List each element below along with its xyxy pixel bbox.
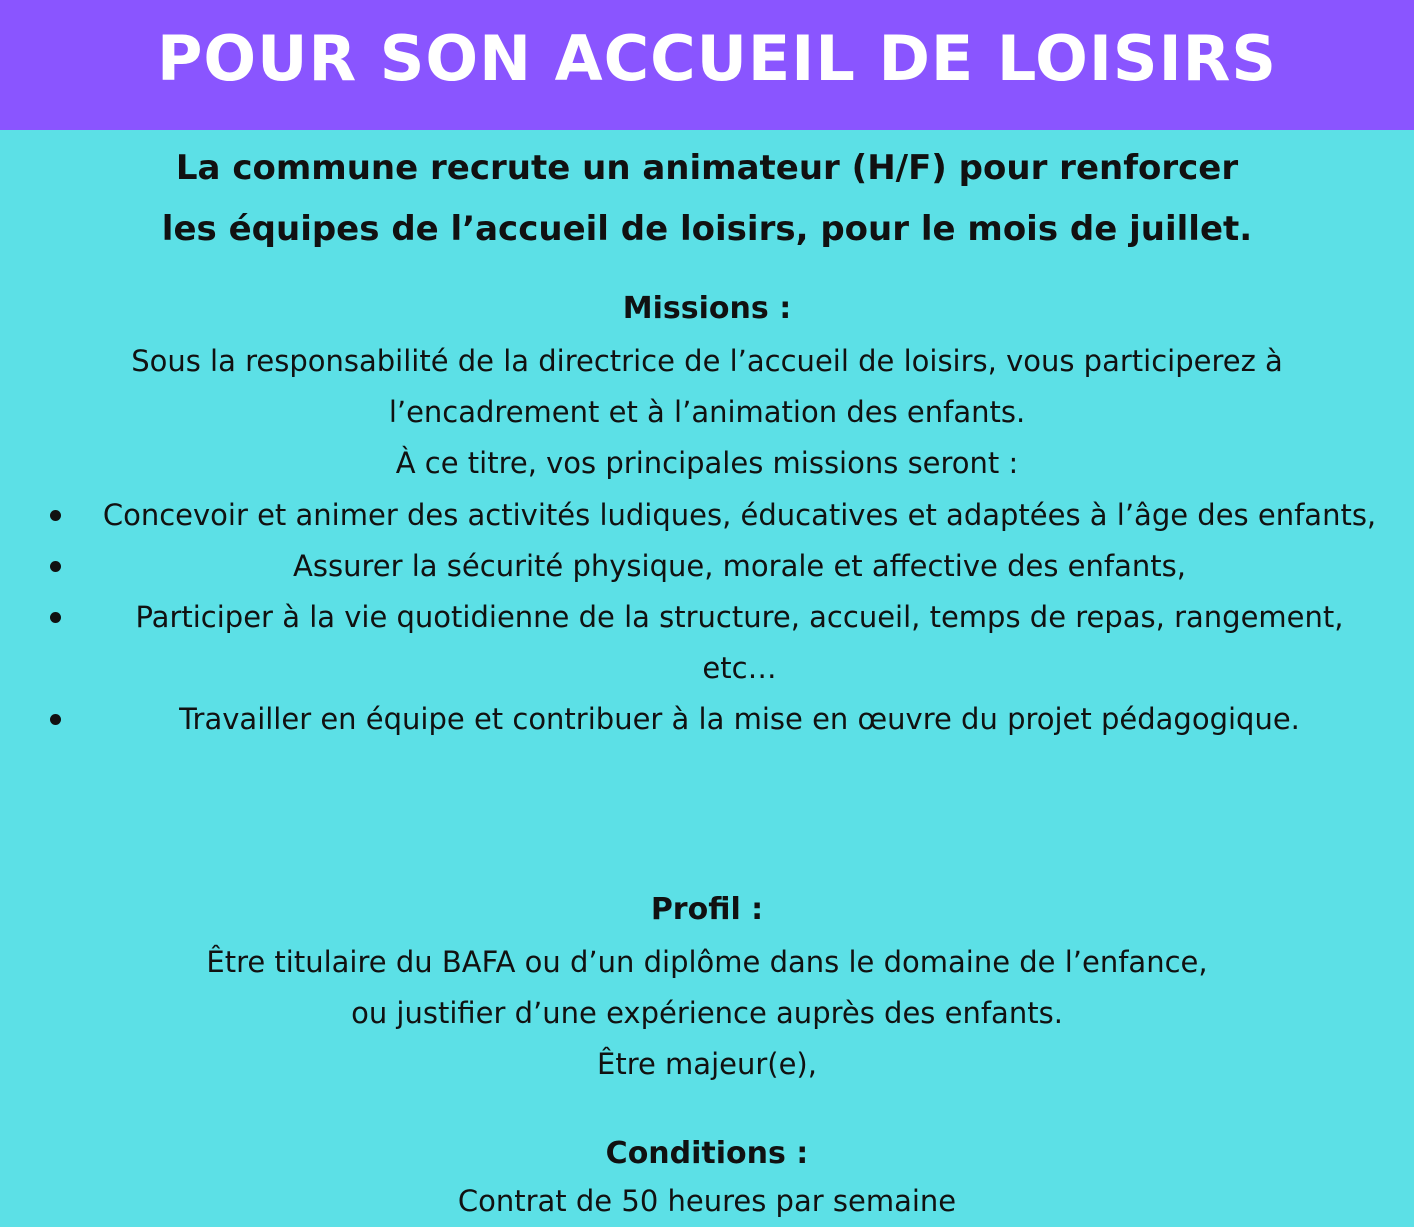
page-title: POUR SON ACCUEIL DE LOISIRS <box>156 21 1278 95</box>
header-banner <box>0 0 1414 130</box>
profil-line-3: Être majeur(e), <box>597 1047 817 1081</box>
list-item <box>0 592 1414 694</box>
missions-list <box>0 490 1414 745</box>
list-item-text: Participer à la vie quotidienne de la structure, accueil, temps de repas, rangement, etc… <box>135 600 1344 685</box>
profil-title: Profil : <box>650 892 764 927</box>
missions-text-line-3: À ce titre, vos principales missions seront : <box>395 446 1019 480</box>
missions-text-line-1: Sous la responsabilité de la directrice de l’accueil de loisirs, vous participerez à <box>131 344 1283 378</box>
conditions-line-1: Contrat de 50 heures par semaine <box>457 1184 957 1218</box>
missions-title: Missions : <box>622 291 792 326</box>
list-item <box>0 694 1414 745</box>
missions-description <box>20 336 1394 489</box>
list-item-text: Travailler en équipe et contribuer à la mise en œuvre du projet pédagogique. <box>179 702 1300 736</box>
list-item-text: Concevoir et animer des activités ludiques, éducatives et adaptées à l’âge des enfants, <box>102 498 1377 532</box>
intro-text <box>0 138 1414 260</box>
profil-line-1: Être titulaire du BAFA ou d’un diplôme dans le domaine de l’enfance, <box>206 945 1208 979</box>
intro-line-1: La commune recrute un animateur (H/F) pour renforcer <box>175 148 1239 188</box>
bullet-icon <box>50 561 61 572</box>
profil-line-2: ou justifier d’une expérience auprès des enfants. <box>351 996 1063 1030</box>
list-item <box>0 541 1414 592</box>
conditions-description <box>20 1176 1394 1227</box>
bullet-icon <box>50 714 61 725</box>
bullet-icon <box>50 510 61 521</box>
intro-line-2: les équipes de l’accueil de loisirs, pour le mois de juillet. <box>161 209 1253 249</box>
list-item-text: Assurer la sécurité physique, morale et affective des enfants, <box>293 549 1186 583</box>
profil-description <box>20 937 1394 1090</box>
bullet-icon <box>50 612 61 623</box>
missions-text-line-2: l’encadrement et à l’animation des enfants. <box>388 395 1026 429</box>
conditions-title: Conditions : <box>605 1136 809 1171</box>
list-item <box>0 490 1414 541</box>
